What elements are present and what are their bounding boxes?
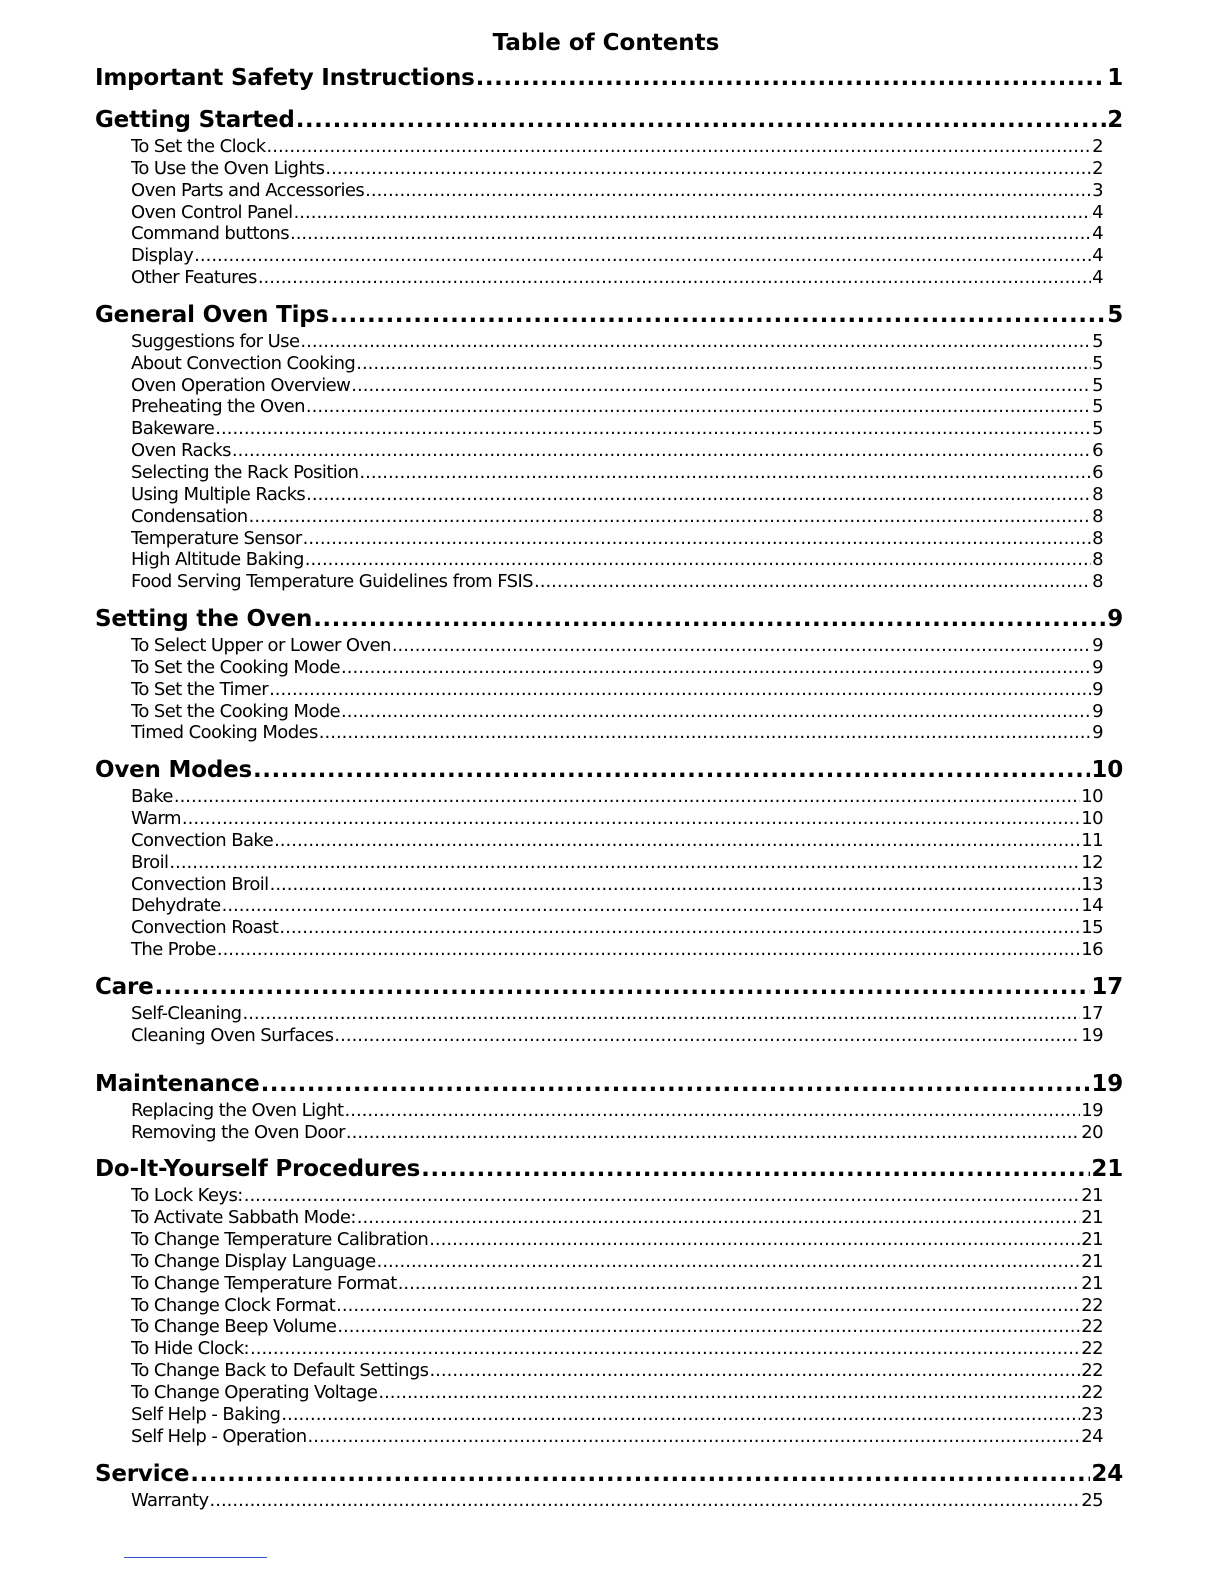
dot-leader [274,830,1080,852]
toc-entry-page: 22 [1081,1294,1103,1316]
toc-entry-label: Convection Roast [131,917,279,939]
toc-entry-page: 22 [1081,1338,1103,1360]
toc-entry[interactable] [131,528,1103,550]
dot-leader [222,895,1081,917]
toc-entry-label: To Use the Oven Lights [131,157,325,179]
toc-entry-label: To Set the Cooking Mode [131,656,341,678]
toc-entry-label: Removing the Oven Door [131,1121,345,1143]
toc-entry-page: 22 [1081,1381,1103,1403]
toc-entry-label: Other Features [131,267,257,289]
toc-entry[interactable] [131,786,1103,808]
toc-heading-label: Important Safety Instructions [95,65,475,91]
toc-entry[interactable] [131,1382,1103,1404]
toc-entry-label: Timed Cooking Modes [131,722,318,744]
toc-entry[interactable] [131,830,1103,852]
dot-leader [429,1360,1080,1382]
toc-entry-page: 9 [1092,700,1103,722]
toc-entry-page: 6 [1092,440,1103,462]
dot-leader [334,1025,1080,1047]
dot-leader [300,331,1091,353]
dot-leader [215,418,1091,440]
dot-leader [190,1458,1090,1490]
toc-entry-label: Oven Operation Overview [131,374,351,396]
toc-entry-page: 4 [1092,201,1103,223]
toc-entry[interactable] [131,223,1103,245]
toc-entry-page: 8 [1092,505,1103,527]
toc-entry-page: 9 [1092,656,1103,678]
toc-entry-label: To Change Operating Voltage [131,1381,378,1403]
toc-entry-label: Display [131,245,194,267]
toc-entry[interactable] [131,679,1103,701]
toc-entry-page: 21 [1081,1272,1103,1294]
dot-leader [258,267,1091,289]
toc-entry-page: 10 [1081,786,1103,808]
toc-entry-page: 14 [1081,895,1103,917]
toc-entry-page: 6 [1092,461,1103,483]
dot-leader [269,679,1091,701]
toc-entry[interactable] [131,635,1103,657]
toc-entry-label: To Change Temperature Calibration [131,1229,429,1251]
toc-entry-page: 21 [1081,1229,1103,1251]
toc-entry-label: Cleaning Oven Surfaces [131,1024,334,1046]
toc-entry-label: Warm [131,808,181,830]
toc-entry-label: To Set the Clock [131,136,266,157]
dot-leader [308,1426,1081,1448]
toc-entry-page: 22 [1081,1316,1103,1338]
toc-heading-page: 19 [1091,1070,1123,1097]
dot-leader [296,104,1107,136]
toc-entry-page: 4 [1092,223,1103,245]
dot-leader [244,1185,1081,1207]
toc-entry-label: To Change Display Language [131,1250,376,1272]
toc-entry[interactable] [131,571,1103,593]
toc-heading-label: Service [95,1460,190,1487]
toc-heading-label: Oven Modes [95,757,252,784]
section-spacer [95,94,1123,104]
toc-entry-page: 21 [1081,1250,1103,1272]
toc-entry[interactable] [131,1229,1103,1251]
toc-entry-page: 17 [1081,1003,1103,1024]
toc-entry-page: 2 [1092,157,1103,179]
toc-entry[interactable] [131,1251,1103,1273]
toc-entry[interactable] [131,1338,1103,1360]
toc-entry-label: To Select Upper or Lower Oven [131,635,391,657]
toc-entry-label: Temperature Sensor [131,527,302,549]
toc-entry-label: Replacing the Oven Light [131,1099,344,1121]
toc-heading[interactable] [95,971,1123,1003]
toc-entry-label: Bakeware [131,418,215,440]
toc-entry-page: 5 [1092,374,1103,396]
toc-entry-label: Self-Cleaning [131,1003,242,1024]
toc-heading-label: Care [95,974,154,1000]
toc-entry-label: To Change Clock Format [131,1294,336,1316]
toc-entry-page: 21 [1081,1207,1103,1229]
dot-leader [250,1338,1080,1360]
dot-leader [290,223,1091,245]
dot-leader [305,549,1091,571]
toc-entry-label: About Convection Cooking [131,352,356,374]
toc-entry-page: 9 [1092,635,1103,657]
toc-entry-page: 19 [1081,1099,1103,1121]
toc-entry-page: 8 [1092,483,1103,505]
toc-entry-label: To Change Beep Volume [131,1316,337,1338]
toc-entry-page: 25 [1081,1489,1103,1511]
toc-entry-page: 16 [1081,939,1103,961]
toc-heading-page: 9 [1107,606,1123,633]
toc-entry[interactable] [131,331,1103,353]
section-spacer [95,1047,1123,1068]
dot-leader [279,917,1080,939]
dot-leader [182,808,1080,830]
toc-entry-label: Self Help - Baking [131,1403,281,1425]
toc-entry[interactable] [131,1295,1103,1317]
dot-leader [534,571,1091,593]
toc-heading-page: 24 [1091,1460,1123,1487]
dot-leader [359,462,1091,484]
toc-heading-label: General Oven Tips [95,301,330,328]
toc-heading[interactable] [95,299,1123,331]
toc-entry-label: Suggestions for Use [131,330,300,352]
toc-entry-page: 24 [1081,1425,1103,1447]
link-underline [124,1557,267,1558]
toc-entry[interactable] [131,353,1103,375]
section-spacer [95,961,1123,971]
dot-leader [319,722,1091,744]
dot-leader [341,657,1091,679]
toc-section [95,603,1123,744]
dot-leader [155,971,1091,1003]
toc-entry-label: To Set the Cooking Mode [131,700,341,722]
toc-section [95,104,1123,289]
toc-entry-label: Warranty [131,1489,209,1511]
toc-entry-page: 22 [1081,1360,1103,1382]
toc-entry-page: 15 [1081,917,1103,939]
section-spacer [95,744,1123,754]
section-spacer [95,1448,1123,1458]
toc-entry[interactable] [131,1426,1103,1448]
toc-entry[interactable] [131,874,1103,896]
dot-leader [210,1490,1081,1512]
toc-entry-page: 19 [1081,1024,1103,1046]
dot-leader [356,353,1091,375]
toc-entry[interactable] [131,202,1103,224]
toc-heading[interactable] [95,104,1123,136]
dot-leader [377,1251,1081,1273]
toc-entry-page: 12 [1081,851,1103,873]
toc-heading-label: Setting the Oven [95,606,313,633]
toc-heading[interactable] [95,1153,1123,1185]
toc-entry-label: Oven Racks [131,440,231,462]
toc-entry-page: 9 [1092,722,1103,744]
toc-entry-label: Broil [131,851,169,873]
dot-leader [398,1273,1081,1295]
toc-entry-label: Condensation [131,505,248,527]
toc-entry[interactable] [131,1207,1103,1229]
toc-entry-page: 11 [1081,829,1103,851]
dot-leader [281,1404,1080,1426]
toc-entry[interactable] [131,1122,1103,1144]
dot-leader [217,939,1080,961]
dot-leader [345,1100,1081,1122]
dot-leader [365,180,1091,202]
dot-leader [429,1229,1080,1251]
toc-entry-label: Preheating the Oven [131,396,305,418]
toc-entry-page: 10 [1081,808,1103,830]
toc-heading[interactable] [95,62,1123,94]
dot-leader [169,852,1080,874]
dot-leader [336,1295,1080,1317]
toc-section [95,62,1123,94]
toc-heading-page: 5 [1107,301,1123,328]
toc-entry[interactable] [131,1490,1103,1512]
toc-heading-label: Getting Started [95,107,295,133]
toc-entry[interactable] [131,136,1103,158]
toc-entry-page: 5 [1092,418,1103,440]
toc-entry-label: To Change Back to Default Settings [131,1360,429,1382]
toc-entry[interactable] [131,1404,1103,1426]
toc-entry-page: 4 [1092,245,1103,267]
toc-entry-page: 5 [1092,330,1103,352]
toc-entry[interactable] [131,701,1103,723]
toc-heading-label: Maintenance [95,1070,260,1097]
dot-leader [421,1153,1090,1185]
toc-entry[interactable] [131,1003,1103,1025]
toc-heading-page: 10 [1091,757,1123,784]
toc-entry-label: To Change Temperature Format [131,1272,397,1294]
section-spacer [95,1143,1123,1153]
toc-entry[interactable] [131,1273,1103,1295]
toc-entry-page: 21 [1081,1185,1103,1207]
toc-entry[interactable] [131,1185,1103,1207]
dot-leader [267,136,1092,158]
toc-section [95,299,1123,593]
toc-entry[interactable] [131,484,1103,506]
toc-entry-label: To Hide Clock: [131,1338,249,1360]
toc-entry[interactable] [131,1025,1103,1047]
toc-entry[interactable] [131,440,1103,462]
toc-entry[interactable] [131,506,1103,528]
toc-entry[interactable] [131,939,1103,961]
toc-heading[interactable] [95,754,1123,786]
dot-leader [249,506,1092,528]
dot-leader [294,202,1092,224]
toc-entry[interactable] [131,549,1103,571]
dot-leader [330,299,1106,331]
toc-entry[interactable] [131,1360,1103,1382]
dot-leader [476,62,1107,94]
toc-entry-page: 5 [1092,352,1103,374]
toc-heading[interactable] [95,1068,1123,1100]
dot-leader [346,1122,1080,1144]
toc-entry[interactable] [131,722,1103,744]
toc-entry-label: Self Help - Operation [131,1425,307,1447]
dot-leader [261,1068,1091,1100]
toc-entry-page: 8 [1092,527,1103,549]
dot-leader [303,528,1091,550]
toc-entry-page: 4 [1092,267,1103,289]
toc-entry-label: Using Multiple Racks [131,483,306,505]
toc-entry-label: Selecting the Rack Position [131,461,359,483]
toc-section [95,971,1123,1047]
dot-leader [270,874,1081,896]
dot-leader [194,245,1091,267]
toc-entry[interactable] [131,852,1103,874]
toc-entry-label: Convection Bake [131,829,274,851]
section-spacer [95,593,1123,603]
dot-leader [392,635,1091,657]
toc-entry-label: Oven Control Panel [131,201,293,223]
table-of-contents [95,62,1123,1511]
dot-leader [378,1382,1080,1404]
dot-leader [232,440,1091,462]
toc-heading-label: Do-It-Yourself Procedures [95,1156,421,1183]
toc-heading[interactable] [95,1458,1123,1490]
toc-entry[interactable] [131,375,1103,397]
dot-leader [242,1003,1080,1025]
toc-entry-page: 8 [1092,549,1103,571]
toc-entry-page: 20 [1081,1121,1103,1143]
toc-entry-label: Convection Broil [131,873,269,895]
toc-section [95,754,1123,961]
toc-entry-label: Bake [131,786,173,808]
dot-leader [341,701,1091,723]
toc-entry-page: 5 [1092,396,1103,418]
toc-entry[interactable] [131,158,1103,180]
toc-entry[interactable] [131,1316,1103,1338]
toc-entry-label: Command buttons [131,223,289,245]
toc-entry-label: To Set the Timer [131,678,269,700]
toc-heading-page: 1 [1107,65,1123,91]
toc-entry[interactable] [131,917,1103,939]
toc-entry-page: 3 [1092,179,1103,201]
toc-entry[interactable] [131,657,1103,679]
toc-entry-page: 2 [1092,136,1103,157]
toc-entry-page: 8 [1092,571,1103,593]
toc-entry-page: 13 [1081,873,1103,895]
toc-heading-page: 21 [1091,1156,1123,1183]
toc-entry-label: High Altitude Baking [131,549,304,571]
toc-entry-page: 23 [1081,1403,1103,1425]
toc-heading-page: 17 [1091,974,1123,1000]
toc-entry-label: Oven Parts and Accessories [131,179,365,201]
dot-leader [306,396,1091,418]
toc-section [95,1153,1123,1447]
page-title: Table of Contents [492,30,720,56]
toc-entry[interactable] [131,180,1103,202]
toc-heading-page: 2 [1107,107,1123,133]
dot-leader [351,375,1091,397]
toc-section [95,1458,1123,1512]
dot-leader [313,603,1106,635]
toc-section [95,1068,1123,1144]
section-spacer [95,289,1123,299]
toc-entry-label: To Activate Sabbath Mode: [131,1207,356,1229]
toc-entry[interactable] [131,895,1103,917]
toc-entry[interactable] [131,245,1103,267]
dot-leader [174,786,1080,808]
toc-entry[interactable] [131,418,1103,440]
toc-entry[interactable] [131,267,1103,289]
toc-entry-label: To Lock Keys: [131,1185,243,1207]
toc-entry[interactable] [131,462,1103,484]
dot-leader [306,484,1091,506]
dot-leader [357,1207,1080,1229]
dot-leader [253,754,1090,786]
dot-leader [325,158,1091,180]
dot-leader [337,1316,1080,1338]
toc-entry[interactable] [131,1100,1103,1122]
toc-entry-page: 9 [1092,678,1103,700]
toc-entry-label: The Probe [131,939,216,961]
toc-entry-label: Food Serving Temperature Guidelines from FSIS [131,571,533,593]
toc-entry-label: Dehydrate [131,895,221,917]
toc-entry[interactable] [131,396,1103,418]
toc-heading[interactable] [95,603,1123,635]
toc-entry[interactable] [131,808,1103,830]
